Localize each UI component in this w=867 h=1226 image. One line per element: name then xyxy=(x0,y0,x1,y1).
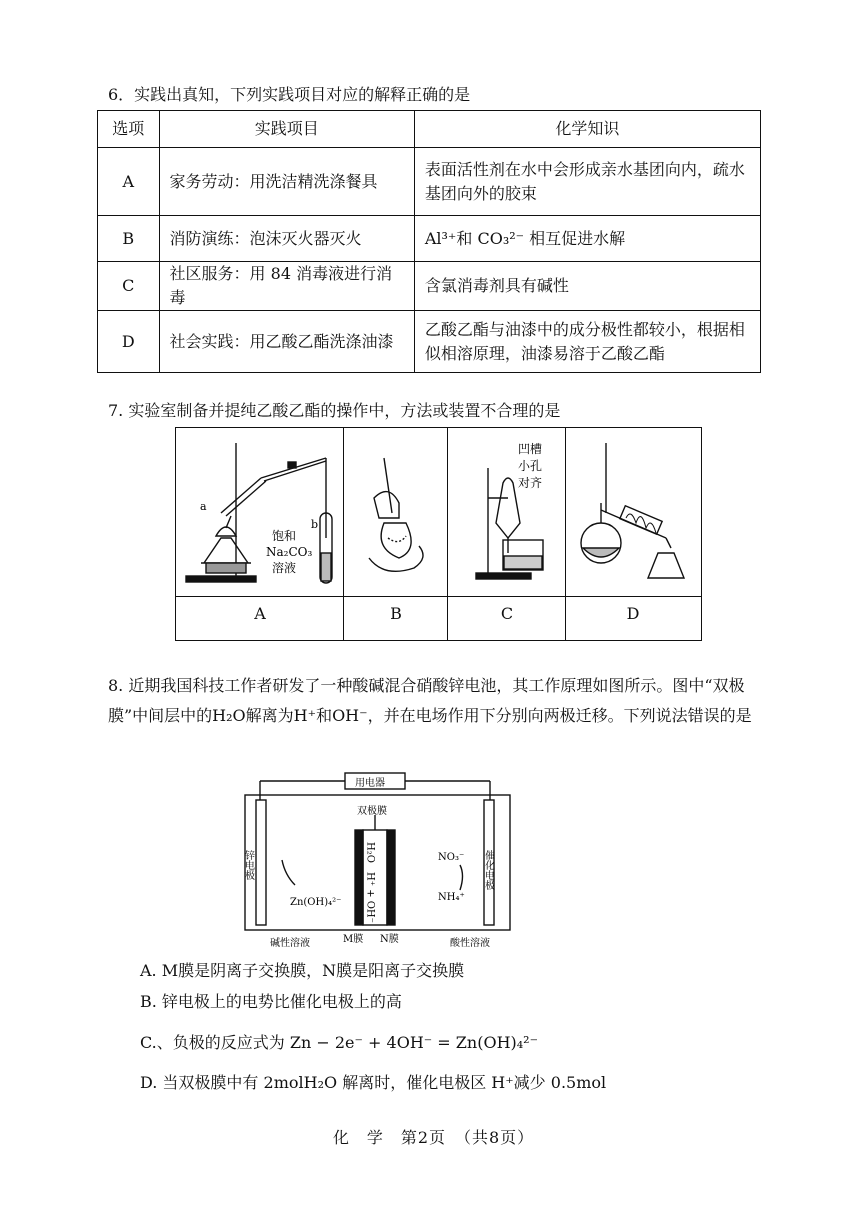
zn-oh4-label: Zn(OH)₄²⁻ xyxy=(290,897,342,908)
acidic-solution-label: 酸性溶液 xyxy=(450,938,490,949)
q7-title: 7. 实验室制备并提纯乙酸乙酯的操作中，方法或装置不合理的是 xyxy=(108,401,561,420)
q8-option-d: D. 当双极膜中有 2molH₂O 解离时，催化电极区 H⁺减少 0.5mol xyxy=(140,1073,607,1092)
row-option: C xyxy=(98,262,160,311)
alkaline-solution-label: 碱性溶液 xyxy=(270,938,310,949)
q8-option-b: B. 锌电极上的电势比催化电极上的高 xyxy=(140,992,402,1011)
figure-c-separatory-funnel xyxy=(448,428,565,596)
divider xyxy=(176,596,701,597)
option-c-label: C xyxy=(500,604,514,623)
q7-apparatus-table xyxy=(175,427,702,641)
option-b-label: B xyxy=(390,604,402,623)
no3-label: NO₃⁻ xyxy=(438,852,465,863)
header-option: 选项 xyxy=(98,111,160,148)
q8-battery-diagram xyxy=(240,770,516,950)
header-project: 实践项目 xyxy=(159,111,414,148)
nh4-label: NH₄⁺ xyxy=(438,892,465,903)
row-project: 家务劳动：用洗洁精洗涤餐具 xyxy=(159,148,414,216)
row-project: 社区服务：用 84 消毒液进行消毒 xyxy=(159,262,414,311)
row-project: 消防演练：泡沫灭火器灭火 xyxy=(159,216,414,262)
n-membrane-label: N膜 xyxy=(380,934,399,945)
q8-text: 8. 近期我国科技工作者研发了一种酸碱混合硝酸锌电池，其工作原理如图所示。图中“双极膜”中间层中的H₂O解离为H⁺和OH⁻，并在电场作用下分别向两极迁移。下列说法错误的是 xyxy=(108,676,752,725)
m-membrane-label: M膜 xyxy=(343,934,364,945)
label-groove: 凹槽 xyxy=(518,442,543,456)
label-align: 对齐 xyxy=(518,476,543,490)
label-hole: 小孔 xyxy=(518,459,543,473)
option-a-label: A xyxy=(254,604,266,623)
header-knowledge: 化学知识 xyxy=(414,111,760,148)
ions-label: H⁺ + OH⁻ xyxy=(364,872,376,923)
figure-d-distillation xyxy=(566,428,701,596)
row-knowledge: Al³⁺和 CO₃²⁻ 相互促进水解 xyxy=(414,216,760,262)
device-label: 用电器 xyxy=(355,778,385,789)
table-row xyxy=(98,311,761,373)
row-option: A xyxy=(98,148,160,216)
row-knowledge: 表面活性剂在水中会形成亲水基团向内，疏水基团向外的胶束 xyxy=(414,148,760,216)
q8-option-c: C.、负极的反应式为 Zn − 2e⁻ + 4OH⁻ = Zn(OH)₄²⁻ xyxy=(140,1033,539,1052)
label-b: b xyxy=(311,518,319,531)
zinc-electrode-label: 锌电极 xyxy=(242,850,254,880)
figure-b-shaking-flask xyxy=(344,428,447,596)
row-knowledge: 含氯消毒剂具有碱性 xyxy=(414,262,760,311)
option-d-label: D xyxy=(626,604,640,623)
label-saturated: 饱和 xyxy=(272,529,297,543)
catalytic-electrode-label: 催化电极 xyxy=(482,850,494,890)
water-label: H₂O xyxy=(364,842,376,863)
label-a: a xyxy=(200,500,207,513)
label-na2co3: Na₂CO₃ xyxy=(266,545,313,559)
q6-title: 6．实践出真知，下列实践项目对应的解释正确的是 xyxy=(108,85,471,104)
row-knowledge: 乙酸乙酯与油漆中的成分极性都较小，根据相似相溶原理，油漆易溶于乙酸乙酯 xyxy=(414,311,760,373)
label-solution: 溶液 xyxy=(272,561,297,575)
q8-option-a: A. M膜是阴离子交换膜，N膜是阳离子交换膜 xyxy=(140,961,465,980)
row-option: D xyxy=(98,311,160,373)
table-row xyxy=(98,148,761,216)
row-project: 社会实践：用乙酸乙酯洗涤油漆 xyxy=(159,311,414,373)
table-row xyxy=(98,216,761,262)
page-footer: 化 学 第2页 （共8页） xyxy=(332,1128,535,1147)
table-header-row xyxy=(98,111,761,148)
bipolar-membrane-label: 双极膜 xyxy=(357,806,387,817)
q6-table xyxy=(97,110,761,373)
row-option: B xyxy=(98,216,160,262)
figure-a-esterification-apparatus xyxy=(176,428,343,596)
table-row xyxy=(98,262,761,311)
